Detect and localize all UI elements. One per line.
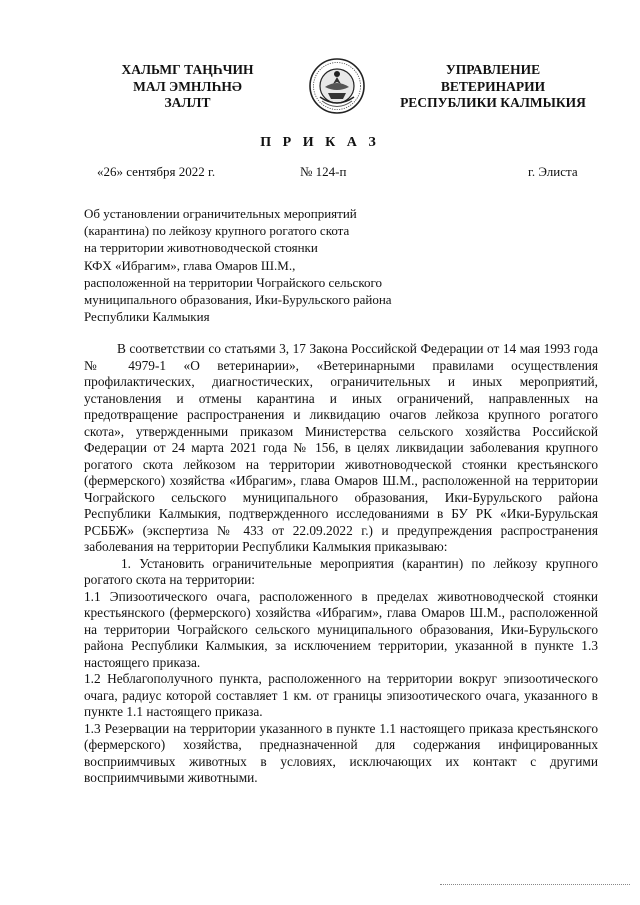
order-city: г. Элиста: [528, 164, 578, 179]
header-right-line: УПРАВЛЕНИЕ: [445, 62, 541, 77]
header-left-line: МАЛ ЭМНЛҺНӘ: [133, 78, 242, 94]
header-left-line: ХАЛЬМГ ТАҢҺЧИН: [121, 62, 254, 77]
header-left-kalmyk: [100, 62, 275, 112]
kalmykia-emblem-icon: [308, 57, 366, 115]
order-body: [84, 341, 598, 787]
order-number: № 124-п: [300, 164, 347, 179]
header-left-line: ЗАЛЛТ: [164, 95, 211, 110]
order-date: «26» сентября 2022 г.: [97, 164, 216, 179]
subject-line: (карантина) по лейкозу крупного рогатого скота: [84, 223, 350, 239]
item-1-3: 1.3 Резервации на территории указанного в пункте 1.1 настоящего приказа крестьянского (фермерского) хозяйства, предназначенной для содержания инфицированных восприимчивых животных в условиях, исключающих их контакт с другими восприимчивыми животными.: [84, 720, 598, 785]
header-right-line: ВЕТЕРИНАРИИ: [440, 78, 546, 94]
subject-line: КФХ «Ибрагим», глава Омаров Ш.М.,: [84, 257, 296, 273]
subject-line: на территории животноводческой стоянки: [84, 240, 318, 256]
order-subject: [84, 205, 464, 325]
item-1-2: 1.2 Неблагополучного пункта, расположенного на территории вокруг эпизоотического очага, радиус которой составляет 1 км. от границы эпизоотического очага, указанного в пункте 1.1 настоящего приказа.: [84, 671, 598, 719]
subject-line: муниципального образования, Ики-Бурульского района: [84, 292, 392, 308]
subject-line: расположенной на территории Чограйского сельского: [84, 274, 382, 290]
header-right-line: РЕСПУБЛИКИ КАЛМЫКИЯ: [400, 95, 586, 110]
footer-dotted-line: [440, 884, 630, 886]
item-1: 1. Установить ограничительные мероприятия (карантин) по лейкозу крупного рогатого скота на территории:: [84, 555, 598, 587]
item-1-1: 1.1 Эпизоотического очага, расположенного в пределах животноводческой стоянки крестьянского (фермерского) хозяйства «Ибрагим», глава Омаров Ш.М., расположенной на территории Чограйского сельского муниципального образования, Ики-Бурульского района Республики Калмыкия, за исключением территории, указанной в пункте 1.3 настоящего приказа.: [84, 588, 598, 670]
document-title: П Р И К А З: [260, 135, 380, 150]
subject-line: Об установлении ограничительных мероприятий: [84, 206, 357, 221]
preamble-paragraph: В соответствии со статьями 3, 17 Закона Российской Федерации от 14 мая 1993 года № 4979-1 «О ветеринарии», «Ветеринарными правилами осуществления профилактических, диагностических, ограничительных и иных мероприятий, установления и отмены карантина и иных ограничений, направленных на предотвращение распространения и ликвидацию очагов лейкоза крупного рогатого скота», утвержденными приказом Министерства сельского хозяйства Российской Федерации от 24 марта 2021 года № 156, в целях ликвидации заболевания крупного рогатого скота лейкозом на территории животноводческой стоянки крестьянского (фермерского) хозяйства «Ибрагим», глава Омаров Ш.М., расположенной на территории Чограйского сельского муниципального образования, Ики-Бурульского района Республики Калмыкия, подтвержденного исследованиями в БУ РК «Ики-Бурульская РСББЖ» (экспертиза № 433 от 22.09.2022 г.) и предупреждения распространения заболевания на территории Республики Калмыкия приказываю:: [84, 341, 598, 554]
header-right-russian: [382, 62, 604, 112]
subject-line: Республики Калмыкия: [84, 309, 210, 325]
